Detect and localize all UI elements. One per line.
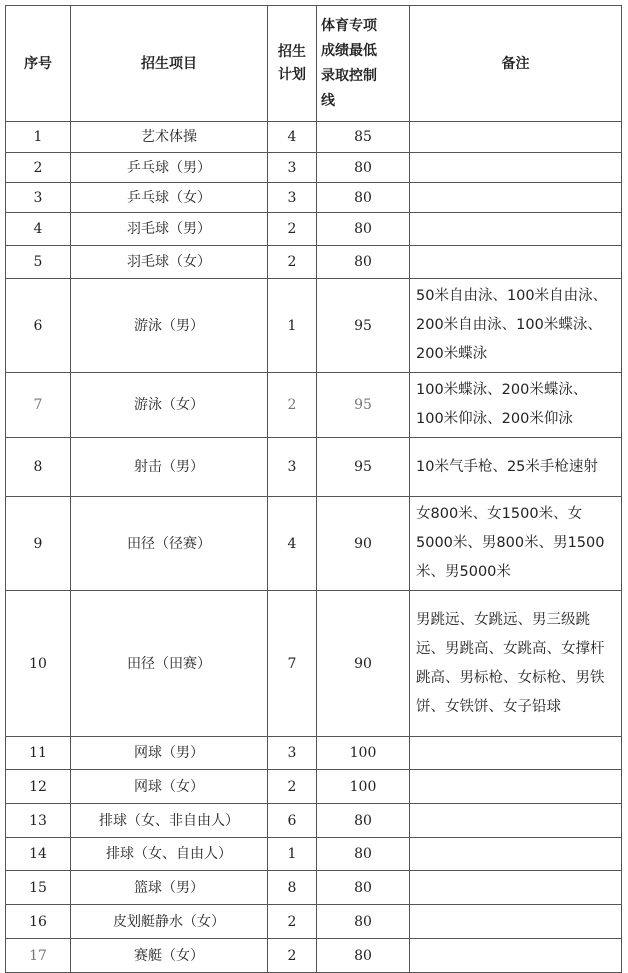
row-score: 90 bbox=[317, 497, 410, 591]
row-seq: 1 bbox=[6, 122, 71, 153]
row-seq: 11 bbox=[6, 737, 71, 770]
row-plan: 3 bbox=[268, 183, 317, 213]
row-score: 80 bbox=[317, 838, 410, 871]
row-note bbox=[410, 183, 622, 213]
row-project: 网球（男） bbox=[71, 737, 268, 770]
table-row bbox=[6, 183, 622, 213]
header-plan-line1: 招生 bbox=[278, 43, 306, 60]
row-seq: 17 bbox=[6, 939, 71, 973]
row-plan: 3 bbox=[268, 438, 317, 497]
row-project: 游泳（女） bbox=[71, 373, 268, 438]
row-score: 95 bbox=[317, 373, 410, 438]
row-project: 羽毛球（男） bbox=[71, 213, 268, 246]
table-row bbox=[6, 838, 622, 871]
row-plan: 2 bbox=[268, 246, 317, 279]
row-score: 80 bbox=[317, 183, 410, 213]
row-seq: 15 bbox=[6, 871, 71, 905]
table-row bbox=[6, 279, 622, 373]
row-seq: 6 bbox=[6, 279, 71, 373]
row-project: 羽毛球（女） bbox=[71, 246, 268, 279]
row-seq: 10 bbox=[6, 591, 71, 737]
row-project: 赛艇（女） bbox=[71, 939, 268, 973]
header-score bbox=[317, 6, 410, 122]
header-score-line4: 线 bbox=[321, 92, 335, 109]
header-seq: 序号 bbox=[6, 6, 71, 122]
row-seq: 7 bbox=[6, 373, 71, 438]
row-project: 射击（男） bbox=[71, 438, 268, 497]
row-score: 95 bbox=[317, 279, 410, 373]
row-project: 田径（径赛） bbox=[71, 497, 268, 591]
header-row bbox=[6, 6, 622, 122]
table-row bbox=[6, 737, 622, 770]
row-score: 80 bbox=[317, 871, 410, 905]
row-score: 80 bbox=[317, 905, 410, 939]
row-project: 排球（女、自由人） bbox=[71, 838, 268, 871]
header-plan bbox=[268, 6, 317, 122]
table-row bbox=[6, 871, 622, 905]
row-note bbox=[410, 770, 622, 804]
row-project: 田径（田赛） bbox=[71, 591, 268, 737]
table-row bbox=[6, 770, 622, 804]
table-row bbox=[6, 438, 622, 497]
row-note: 10米气手枪、25米手枪速射 bbox=[410, 438, 622, 497]
row-note bbox=[410, 246, 622, 279]
row-note bbox=[410, 838, 622, 871]
table-row bbox=[6, 246, 622, 279]
row-project: 篮球（男） bbox=[71, 871, 268, 905]
row-plan: 6 bbox=[268, 804, 317, 838]
row-seq: 4 bbox=[6, 213, 71, 246]
row-plan: 2 bbox=[268, 213, 317, 246]
table-row bbox=[6, 213, 622, 246]
row-seq: 9 bbox=[6, 497, 71, 591]
header-plan-line2: 计划 bbox=[278, 66, 306, 83]
header-note: 备注 bbox=[410, 6, 622, 122]
row-project: 艺术体操 bbox=[71, 122, 268, 153]
row-note bbox=[410, 804, 622, 838]
table-row bbox=[6, 591, 622, 737]
row-plan: 3 bbox=[268, 737, 317, 770]
row-plan: 3 bbox=[268, 153, 317, 183]
table-row bbox=[6, 804, 622, 838]
row-score: 80 bbox=[317, 804, 410, 838]
row-plan: 8 bbox=[268, 871, 317, 905]
row-score: 85 bbox=[317, 122, 410, 153]
row-score: 100 bbox=[317, 770, 410, 804]
row-note bbox=[410, 905, 622, 939]
admissions-table bbox=[5, 5, 622, 973]
row-seq: 5 bbox=[6, 246, 71, 279]
row-project: 排球（女、非自由人） bbox=[71, 804, 268, 838]
table-row bbox=[6, 497, 622, 591]
row-score: 80 bbox=[317, 939, 410, 973]
row-project: 网球（女） bbox=[71, 770, 268, 804]
header-score-line2: 成绩最低 bbox=[321, 42, 377, 59]
row-plan: 4 bbox=[268, 122, 317, 153]
row-project: 皮划艇静水（女） bbox=[71, 905, 268, 939]
row-project: 游泳（男） bbox=[71, 279, 268, 373]
row-seq: 14 bbox=[6, 838, 71, 871]
row-score: 100 bbox=[317, 737, 410, 770]
header-score-line1: 体育专项 bbox=[321, 17, 377, 34]
row-score: 80 bbox=[317, 213, 410, 246]
table-row bbox=[6, 122, 622, 153]
table-row bbox=[6, 153, 622, 183]
row-seq: 2 bbox=[6, 153, 71, 183]
row-seq: 8 bbox=[6, 438, 71, 497]
row-plan: 1 bbox=[268, 838, 317, 871]
table-row bbox=[6, 373, 622, 438]
row-score: 95 bbox=[317, 438, 410, 497]
table-row bbox=[6, 905, 622, 939]
row-note: 50米自由泳、100米自由泳、200米自由泳、100米蝶泳、200米蝶泳 bbox=[410, 279, 622, 373]
row-note: 女800米、女1500米、女5000米、男800米、男1500米、男5000米 bbox=[410, 497, 622, 591]
row-plan: 1 bbox=[268, 279, 317, 373]
row-plan: 2 bbox=[268, 939, 317, 973]
row-plan: 2 bbox=[268, 770, 317, 804]
row-plan: 7 bbox=[268, 591, 317, 737]
row-plan: 2 bbox=[268, 905, 317, 939]
row-project: 乒乓球（男） bbox=[71, 153, 268, 183]
row-note bbox=[410, 153, 622, 183]
row-note bbox=[410, 737, 622, 770]
header-score-line3: 录取控制 bbox=[321, 67, 377, 84]
row-seq: 16 bbox=[6, 905, 71, 939]
row-seq: 13 bbox=[6, 804, 71, 838]
row-score: 90 bbox=[317, 591, 410, 737]
row-note bbox=[410, 213, 622, 246]
row-note bbox=[410, 871, 622, 905]
row-note bbox=[410, 122, 622, 153]
row-plan: 4 bbox=[268, 497, 317, 591]
row-seq: 3 bbox=[6, 183, 71, 213]
row-note: 男跳远、女跳远、男三级跳远、男跳高、女跳高、女撑杆跳高、男标枪、女标枪、男铁饼、女铁饼、女子铅球 bbox=[410, 591, 622, 737]
row-score: 80 bbox=[317, 153, 410, 183]
row-seq: 12 bbox=[6, 770, 71, 804]
row-project: 乒乓球（女） bbox=[71, 183, 268, 213]
header-project: 招生项目 bbox=[71, 6, 268, 122]
row-note: 100米蝶泳、200米蝶泳、100米仰泳、200米仰泳 bbox=[410, 373, 622, 438]
table-row bbox=[6, 939, 622, 973]
row-note bbox=[410, 939, 622, 973]
row-score: 80 bbox=[317, 246, 410, 279]
row-plan: 2 bbox=[268, 373, 317, 438]
